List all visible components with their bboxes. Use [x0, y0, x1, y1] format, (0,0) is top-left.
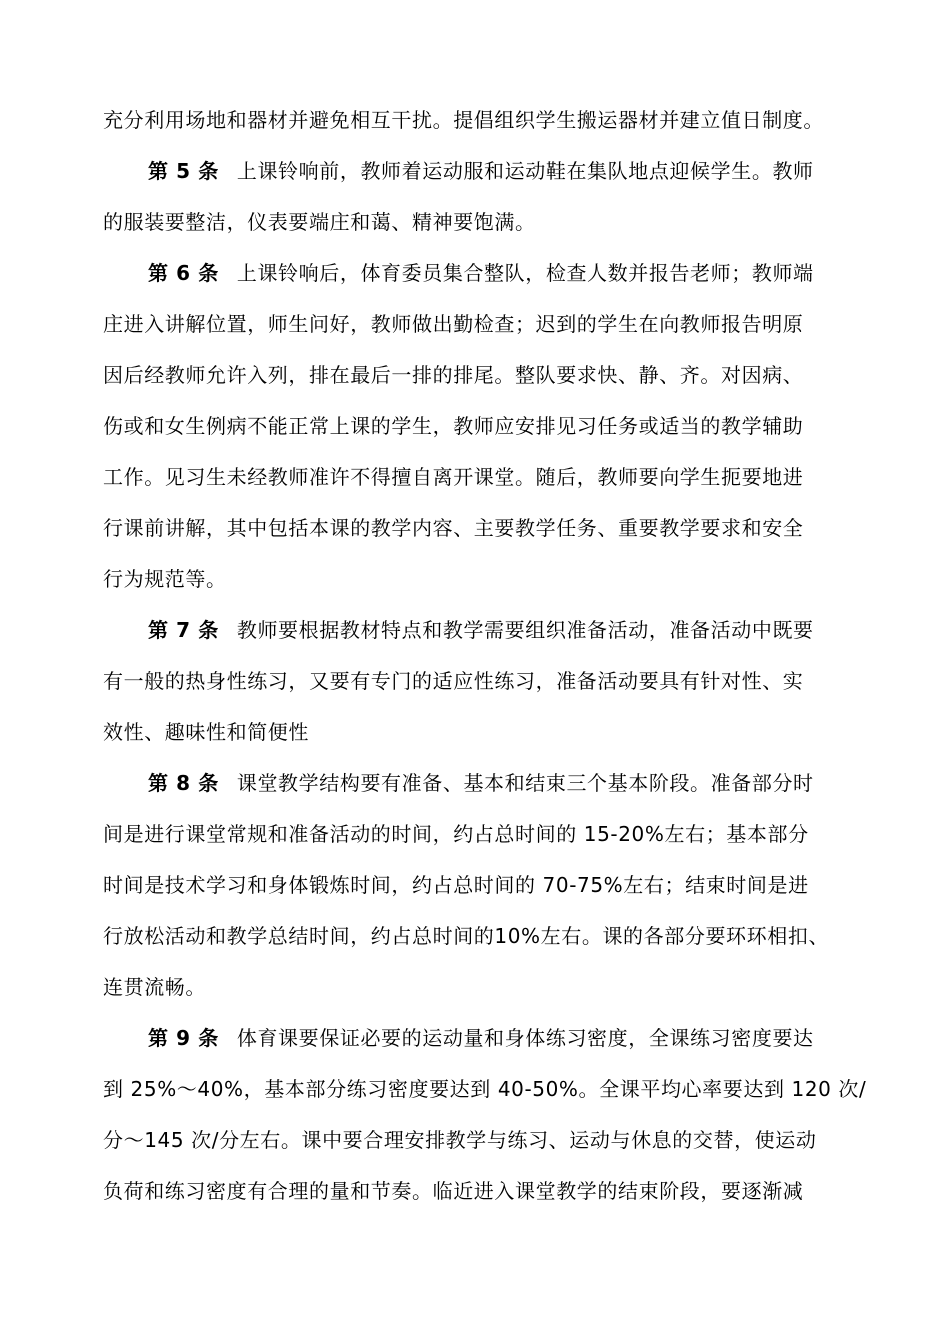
text-line: 的服装要整洁，仪表要端庄和蔼、精神要饱满。 — [103, 210, 536, 234]
text-line: 分～145 次/分左右。课中要合理安排教学与练习、运动与休息的交替，使运动 — [103, 1128, 817, 1152]
text-line: 时间是技术学习和身体锻炼时间，约占总时间的 70-75%左右；结束时间是进 — [103, 873, 809, 897]
text-line: 到 25%～40%，基本部分练习密度要达到 40-50%。全课平均心率要达到 120 次/ — [103, 1077, 867, 1101]
text-line: 间是进行课堂常规和准备活动的时间，约占总时间的 15-20%左右；基本部分 — [103, 822, 809, 846]
article-number: 第 9 条 — [148, 1026, 219, 1050]
text-line: 有一般的热身性练习，又要有专门的适应性练习，准备活动要具有针对性、实 — [103, 669, 804, 693]
text-line: 行放松活动和教学总结时间，约占总时间的10%左右。课的各部分要环环相扣、 — [103, 924, 830, 948]
text-line: 庄进入讲解位置，师生问好，教师做出勤检查；迟到的学生在向教师报告明原 — [103, 312, 804, 336]
text-segment: 上课铃响前，教师着运动服和运动鞋在集队地点迎候学生。教师 — [236, 159, 814, 183]
text-line: 伤或和女生例病不能正常上课的学生，教师应安排见习任务或适当的教学辅助 — [103, 414, 804, 438]
text-line: 因后经教师允许入列，排在最后一排的排尾。整队要求快、静、齐。对因病、 — [103, 363, 804, 387]
text-line: 工作。见习生未经教师准许不得擅自离开课堂。随后，教师要向学生扼要地进 — [103, 465, 804, 489]
article-number: 第 8 条 — [148, 771, 219, 795]
article-number: 第 7 条 — [148, 618, 219, 642]
text-line: 行为规范等。 — [103, 567, 227, 591]
text-segment: 教师要根据教材特点和教学需要组织准备活动，准备活动中既要 — [236, 618, 814, 642]
text-line: 负荷和练习密度有合理的量和节奏。临近进入课堂教学的结束阶段，要逐渐减 — [103, 1179, 804, 1203]
text-segment: 体育课要保证必要的运动量和身体练习密度，全课练习密度要达 — [236, 1026, 814, 1050]
article-7-line — [148, 617, 908, 643]
article-8-line — [148, 770, 908, 796]
article-9-line — [148, 1025, 908, 1051]
text-segment: 上课铃响后，体育委员集合整队，检查人数并报告老师；教师端 — [236, 261, 814, 285]
article-number: 第 6 条 — [148, 261, 219, 285]
text-line: 效性、趣味性和简便性 — [103, 720, 309, 744]
text-line: 连贯流畅。 — [103, 975, 206, 999]
text-line: 充分利用场地和器材并避免相互干扰。提倡组织学生搬运器材并建立值日制度。 — [103, 108, 824, 132]
text-segment: 课堂教学结构要有准备、基本和结束三个基本阶段。准备部分时 — [236, 771, 814, 795]
article-5-line — [148, 158, 908, 184]
article-number: 第 5 条 — [148, 159, 219, 183]
text-line: 行课前讲解，其中包括本课的教学内容、主要教学任务、重要教学要求和安全 — [103, 516, 804, 540]
article-6-line — [148, 260, 908, 286]
